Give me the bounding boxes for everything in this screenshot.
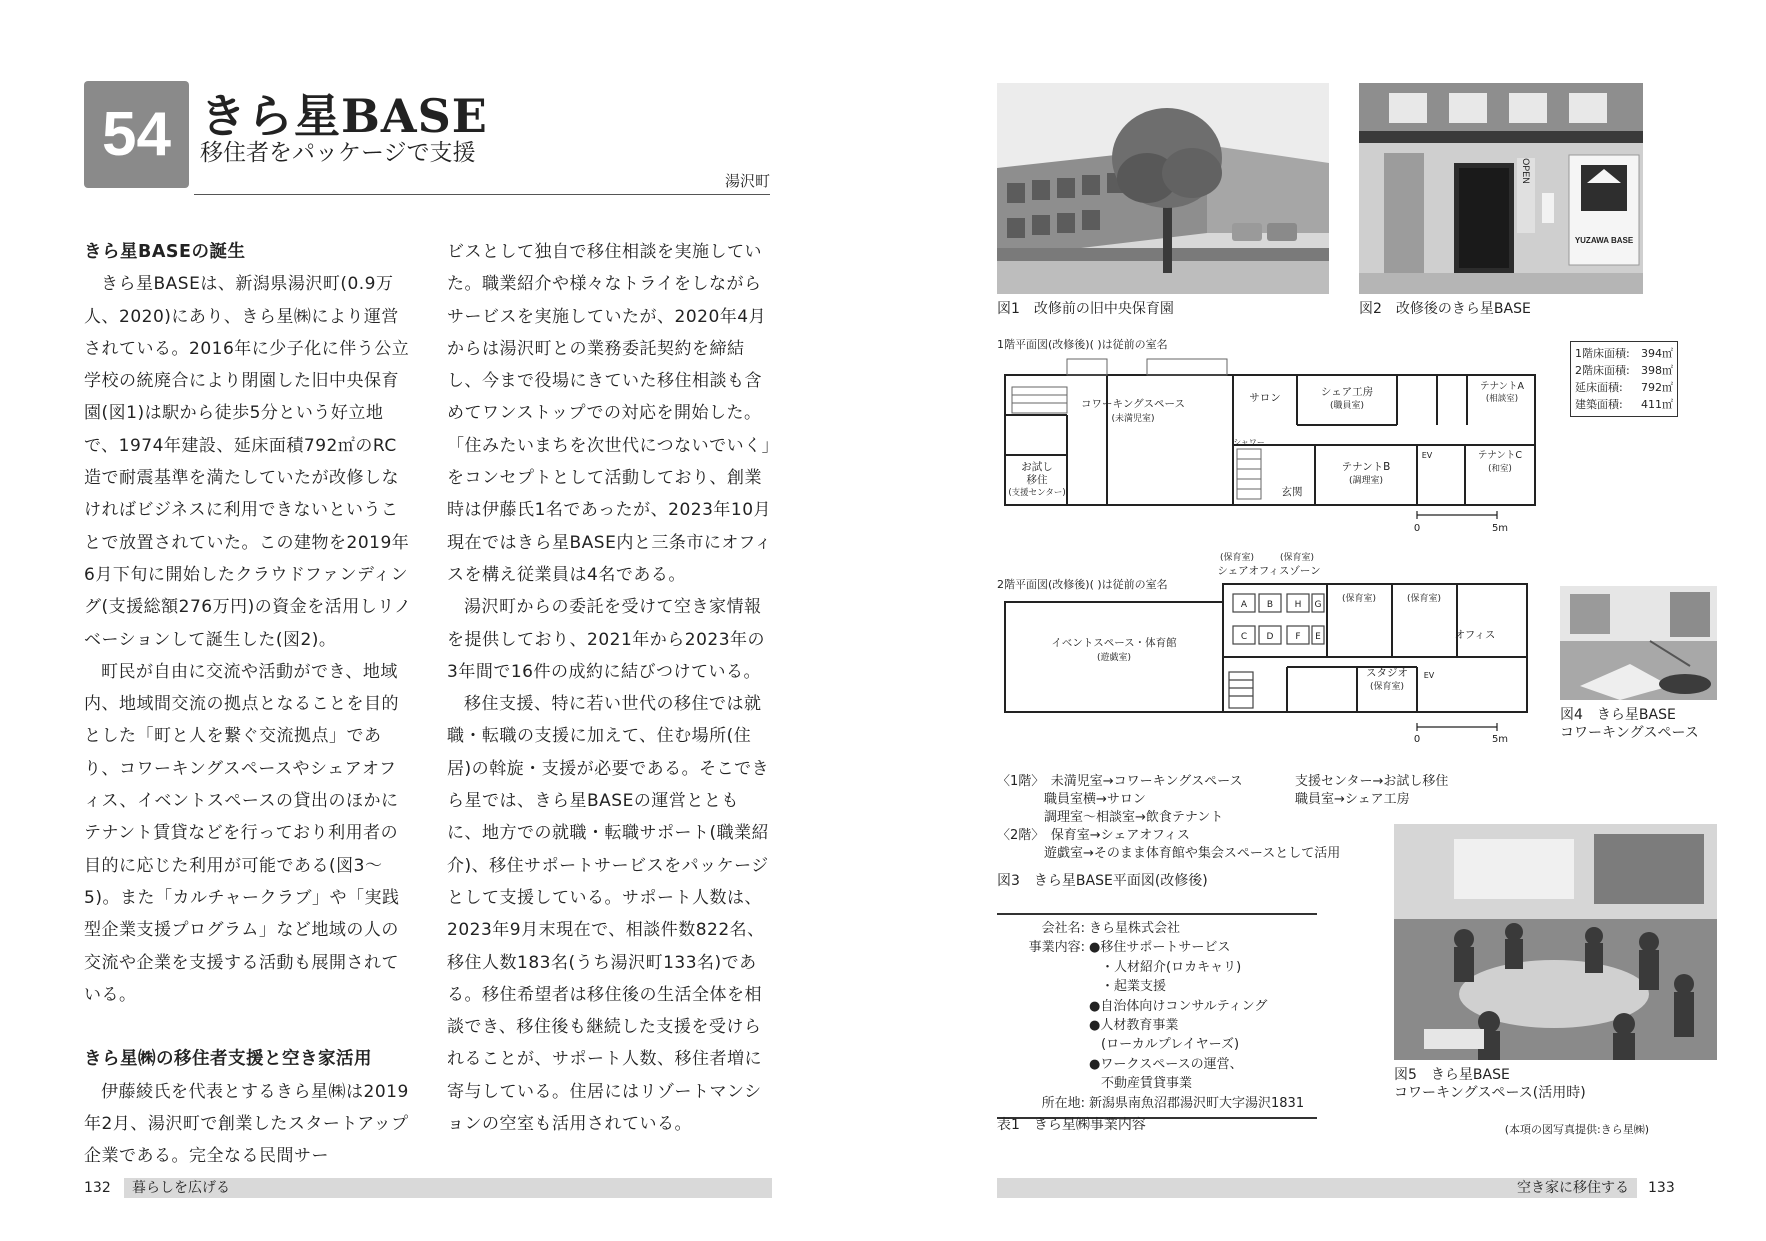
- plan2-event-old: (遊戯室): [1096, 653, 1132, 663]
- table-row: 事業内容: ●移住サポートサービス: [1028, 940, 1231, 956]
- table-row: ●人材教育事業: [1089, 1018, 1179, 1034]
- fig1-caption: 図1 改修前の旧中央保育園: [997, 301, 1174, 317]
- section-heading: きら星BASEの誕生: [84, 242, 246, 262]
- plan2-event: イベントスペース・体育館: [1051, 637, 1177, 649]
- fig2-sign-text: YUZAWA BASE: [1574, 236, 1634, 245]
- plan1-scale-0: 0: [1413, 523, 1421, 534]
- plan1-tenant-c: テナントC: [1477, 450, 1523, 461]
- fig3-caption: 図3 きら星BASE平面図(改修後): [997, 873, 1208, 889]
- plan2-hoiku-2: (保育室): [1279, 553, 1315, 563]
- plan1-tenant-c-old: (和室): [1488, 464, 1512, 474]
- plan2-scale-5m: 5m: [1491, 734, 1509, 745]
- plan-legend-3: 調理室〜相談室→飲食テナント: [1044, 810, 1224, 825]
- paragraph-gap: [84, 1011, 412, 1043]
- plan2-room-f: F: [1295, 632, 1301, 642]
- body-column-1: [84, 236, 412, 1173]
- plan2-room-a: A: [1240, 600, 1248, 610]
- plan1-share-kobo: シェア工房: [1320, 386, 1374, 398]
- area-row: 1階床面積: 394㎡: [1575, 347, 1673, 360]
- plan-legend-2a: 職員室横→サロン: [1044, 792, 1146, 807]
- article-subtitle: 移住者をパッケージで支援: [200, 140, 476, 166]
- fig4-illustration: [1560, 586, 1717, 700]
- area-row: 2階床面積: 398㎡: [1575, 364, 1673, 377]
- floor-plan-1f: [997, 345, 1557, 535]
- plan1-salon: サロン: [1249, 392, 1281, 404]
- fig5-illustration: [1394, 824, 1717, 1060]
- plan2-ev: EV: [1423, 671, 1435, 680]
- plan-legend-5: 遊戯室→そのまま体育館や集会スペースとして活用: [1044, 846, 1341, 861]
- fig4-photo: [1560, 586, 1717, 700]
- plan2-title: 2階平面図(改修後)( )は従前の室名: [997, 578, 1168, 591]
- plan2-room-d: D: [1266, 632, 1274, 642]
- plan1-entrance: 玄関: [1281, 486, 1303, 498]
- area-row: 延床面積: 792㎡: [1575, 381, 1673, 394]
- body-column-2: [447, 236, 772, 1140]
- fig2-photo: [1359, 83, 1643, 294]
- plan1-otameshi-2: 移住: [1026, 474, 1048, 486]
- plan1-tenant-a: テナントA: [1479, 381, 1525, 392]
- fig5-photo: [1394, 824, 1717, 1060]
- floor-plan-2f: [997, 552, 1557, 747]
- plan2-room-h: H: [1294, 600, 1302, 610]
- plan2-studio-old: (保育室): [1369, 682, 1405, 692]
- plan-legend-1b: 支援センター→お試し移住: [1295, 774, 1449, 789]
- body-paragraph: 町民が自由に交流や活動ができ、地域内、地域間交流の拠点となることを目的とした「町と人を繋ぐ交流拠点」であり、コワーキングスペースやシェアオフィス、イベントスペースの貸出のほかにテナント賃貸などを行っており利用者の目的に応じた利用が可能である(図3〜5)。また「カルチャークラブ」や「実践型企業支援プログラム」など地域の人の交流や企業を支援する活動も展開されている。: [84, 661, 400, 1005]
- body-paragraph: 湯沢町からの委託を受けて空き家情報を提供しており、2021年から2023年の3年間で16件の成約に結びつけている。: [447, 597, 766, 682]
- body-paragraph: きら星BASEは、新潟県湯沢町(0.9万人、2020)にあり、きら星㈱により運営されている。2016年に少子化に伴う公立学校の統廃合により閉園した旧中央保育園(図1)は駅から徒歩5分という好立地で、1974年建設、延床面積792㎡のRC造で耐震基準を満たしていたが改修しなければビジネスに利用できないということで放置されていた。この建物を2019年6月下旬に開始したクラウドファンディング(支援総額276万円)の資金を活用しリノベーションして誕生した(図2)。: [84, 274, 412, 650]
- table-row: ・起業支援: [1101, 979, 1167, 995]
- photo-credit: (本項の図写真提供:きら星㈱): [1504, 1123, 1649, 1136]
- fig4-caption-2: コワーキングスペース: [1560, 725, 1699, 741]
- table-row: 会社名: きら星株式会社: [1041, 921, 1181, 936]
- table-row: 不動産賃貸事業: [1101, 1076, 1193, 1092]
- plan1-tenant-b: テナントB: [1341, 461, 1391, 473]
- table-row: ●ワークスペースの運営、: [1089, 1056, 1243, 1072]
- table-row: ・人材紹介(ロカキャリ): [1101, 959, 1242, 975]
- plan1-tenant-a-old: (相談室): [1485, 394, 1519, 404]
- plan1-share-kobo-old: (職員室): [1329, 401, 1365, 411]
- body-paragraph: 伊藤綾氏を代表とするきら星㈱は2019年2月、湯沢町で創業したスタートアップ企業である。完全なる民間サー: [84, 1081, 409, 1167]
- fig1-illustration: [997, 83, 1329, 294]
- page-number-left: 132: [84, 1180, 111, 1196]
- company-info-table: [997, 913, 1317, 1119]
- area-row: 建築面積: 411㎡: [1575, 398, 1673, 411]
- location-label: 湯沢町: [724, 172, 770, 190]
- floor-area-table: [1570, 341, 1678, 417]
- body-paragraph: 移住支援、特に若い世代の移住では就職・転職の支援に加えて、住む場所(住居)の斡旋・支援が必要である。そこできら星では、きら星BASEの運営とともに、地方での就職・転職サポート(職業紹介)、移住サポートサービスをパッケージとして支援している。サポート人数は、2023年9月末現在で、相談件数822名、移住人数183名(うち湯沢町133名)である。移住希望者は移住後の生活全体を相談でき、移住後も継続した支援を受けられることが、サポート人数、移住者増に寄与している。住居にはリゾートマンションの空室も活用されている。: [447, 694, 770, 1135]
- plan1-otameshi-1: お試し: [1021, 461, 1053, 473]
- plan2-office: オフィス: [1454, 629, 1496, 641]
- table-row: ●自治体向けコンサルティング: [1089, 998, 1268, 1014]
- plan-legend-2b: 職員室→シェア工房: [1295, 792, 1410, 807]
- plan1-coworking: コワーキングスペース: [1080, 398, 1186, 410]
- plan1-otameshi-old: (支援センター): [1008, 488, 1066, 498]
- header-rule: [194, 194, 770, 195]
- plan2-hoiku-1: (保育室): [1219, 553, 1255, 563]
- plan1-tenant-b-old: (調理室): [1348, 476, 1384, 486]
- plan2-hoiku-4: (保育室): [1406, 594, 1442, 604]
- fig5-caption-1: 図5 きら星BASE: [1394, 1067, 1510, 1083]
- body-paragraph: ビスとして独自で移住相談を実施していた。職業紹介や様々なトライをしながらサービスを実施していたが、2020年4月からは湯沢町との業務委託契約を締結し、今まで役場にきていた移住相談も含めてワンストップでの対応を開始した。「住みたいまちを次世代につないでいく」をコンセプトとして活動しており、創業時は伊藤氏1名であったが、2023年10月現在ではきら星BASE内と三条市にオフィスを構え従業員は4名である。: [447, 242, 772, 585]
- fig1-photo: [997, 83, 1329, 294]
- plan-legend-4: 〈2階〉 保育室→シェアオフィス: [997, 828, 1190, 843]
- article-number: 54: [84, 81, 189, 188]
- table-row: (ローカルプレイヤーズ): [1101, 1037, 1240, 1053]
- section-label-left: 暮らしを広げる: [124, 1178, 772, 1198]
- plan2-share-office: シェアオフィスゾーン: [1217, 565, 1321, 577]
- section-label-right: 空き家に移住する: [997, 1178, 1637, 1198]
- plan2-scale-0: 0: [1413, 734, 1421, 745]
- fig4-caption-1: 図4 きら星BASE: [1560, 707, 1676, 723]
- plan1-shower: シャワー: [1233, 438, 1265, 447]
- fig2-open-sign: OPEN: [1521, 158, 1531, 184]
- page-number-right: 133: [1648, 1180, 1675, 1196]
- plan2-room-b: B: [1266, 600, 1274, 610]
- fig5-caption-2: コワーキングスペース(活用時): [1394, 1085, 1586, 1101]
- plan1-ev: EV: [1421, 451, 1433, 460]
- article-title: きら星BASE: [200, 89, 488, 143]
- plan2-room-g: G: [1314, 600, 1322, 610]
- plan2-room-e: E: [1315, 632, 1321, 642]
- plan1-coworking-old: (未満児室): [1111, 414, 1155, 424]
- plan2-studio: スタジオ: [1366, 667, 1408, 679]
- table1-caption: 表1 きら星㈱事業内容: [997, 1117, 1146, 1133]
- plan1-scale-5m: 5m: [1491, 523, 1509, 534]
- fig2-illustration: [1359, 83, 1643, 294]
- section-heading: きら星㈱の移住者支援と空き家活用: [84, 1049, 372, 1070]
- plan-legend-1a: 〈1階〉 未満児室→コワーキングスペース: [997, 774, 1243, 789]
- plan2-room-c: C: [1240, 632, 1248, 642]
- plan2-hoiku-3: (保育室): [1341, 594, 1377, 604]
- fig2-caption: 図2 改修後のきら星BASE: [1359, 301, 1531, 317]
- plan1-title: 1階平面図(改修後)( )は従前の室名: [997, 338, 1168, 351]
- table-row: 所在地: 新潟県南魚沼郡湯沢町大字湯沢1831: [1041, 1095, 1305, 1111]
